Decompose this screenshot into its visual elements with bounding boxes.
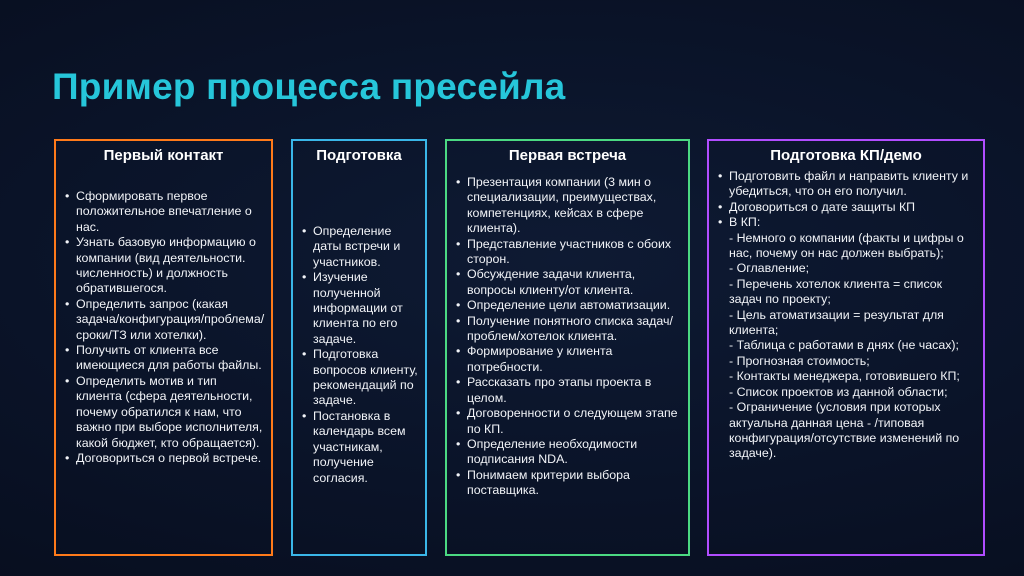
list-item: • Определить мотив и тип клиента (сфера деятельности, почему обратился к нам, что важно при выборе исполнителя, какой бюджет, кто обращается). (62, 374, 265, 451)
list-item: • Определение даты встречи и участников. (299, 224, 419, 270)
stage-title: Подготовка (316, 147, 402, 164)
stage-item-list (453, 175, 682, 499)
list-item: • Договоренности о следующем этапе по КП. (453, 406, 682, 437)
list-item: • Получение понятного списка задач/проблем/хотелок клиента. (453, 314, 682, 345)
list-item: • Получить от клиента все имеющиеся для работы файлы. (62, 343, 265, 374)
list-item: • Постановка в календарь всем участникам, получение согласия. (299, 409, 419, 486)
list-item: • Определение цели автоматизации. (453, 298, 682, 313)
stage-item-list (62, 189, 265, 466)
list-item: • Формирование у клиента потребности. (453, 344, 682, 375)
list-item: • Презентация компании (3 мин о специализации, преимуществах, компетенциях, кейсах в сфере клиента). (453, 175, 682, 237)
list-item: • В КП: - Немного о компании (факты и цифры о нас, почему он нас должен выбрать); - Оглавление; - Перечень хотелок клиента = список задач по проекту; - Цель атоматизации = результат для клиента; - Таблица с работами в днях (не часах); - Прогнозная стоимость; - Контакты менеджера, готовившего КП; - Список проектов из данной области; - Ограничение (условия при которых актуальна данная цена - /типовая конфигурация/отсутствие изменений по задаче). (715, 215, 977, 462)
list-item: • Обсуждение задачи клиента, вопросы клиенту/от клиента. (453, 267, 682, 298)
stage-card-first-meeting (445, 139, 690, 556)
page-title: Пример процесса пресейла (52, 66, 566, 107)
stage-item-list (299, 224, 419, 486)
stage-title: Первый контакт (103, 147, 224, 164)
list-item: • Сформировать первое положительное впечатление о нас. (62, 189, 265, 235)
list-item: • Определение необходимости подписания NDA. (453, 437, 682, 468)
list-item: • Определить запрос (какая задача/конфигурация/проблема/сроки/ТЗ или хотелки). (62, 297, 265, 343)
stage-card-preparation (291, 139, 427, 556)
list-item: • Договориться о дате защиты КП (715, 200, 977, 215)
list-item: • Рассказать про этапы проекта в целом. (453, 375, 682, 406)
stage-card-proposal-demo (707, 139, 985, 556)
stage-card-first-contact (54, 139, 273, 556)
list-item: • Подготовка вопросов клиенту, рекомендаций по задаче. (299, 347, 419, 409)
list-item: • Подготовить файл и направить клиенту и убедиться, что он его получил. (715, 169, 977, 200)
list-item: • Понимаем критерии выбора поставщика. (453, 468, 682, 499)
stage-title: Подготовка КП/демо (770, 147, 922, 164)
list-item: • Представление участников с обоих сторон. (453, 237, 682, 268)
list-item: • Договориться о первой встрече. (62, 451, 265, 466)
stage-title: Первая встреча (508, 147, 627, 164)
stage-item-list (715, 169, 977, 462)
list-item: • Изучение полученной информации от клиента по его задаче. (299, 270, 419, 347)
list-item: • Узнать базовую информацию о компании (вид деятельности. численность) и должность обратившегося. (62, 235, 265, 297)
